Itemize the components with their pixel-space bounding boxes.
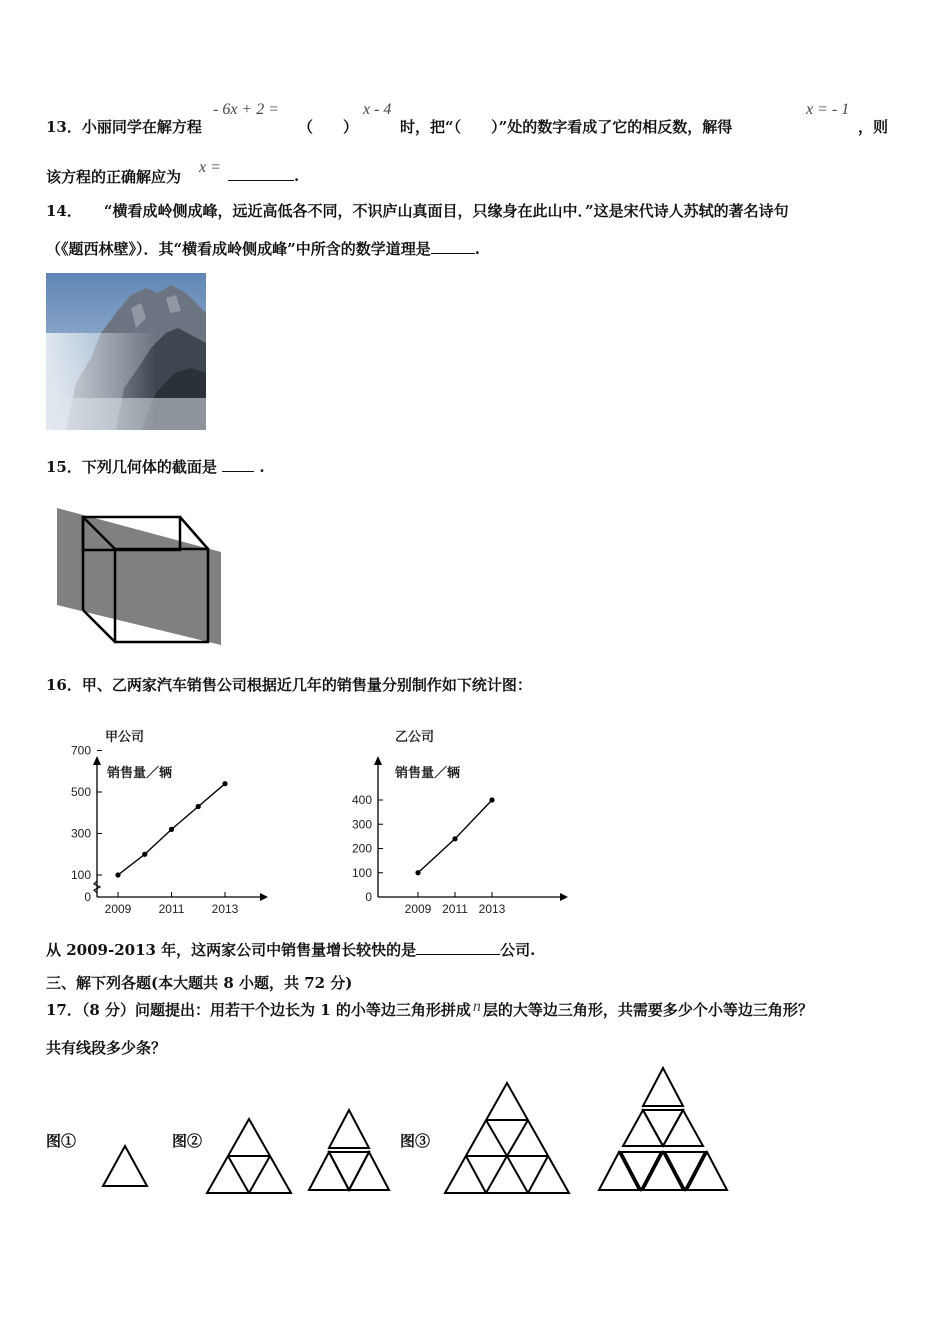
cross-section-plane <box>57 508 221 645</box>
q13-paren: （ ） <box>298 118 359 136</box>
q13-equation-right: x - 4 <box>363 101 392 118</box>
q13-line2-text: 该方程的正确解应为 <box>46 168 182 186</box>
y-tick-label: 400 <box>351 793 372 807</box>
x-tick-label: 2013 <box>478 902 506 916</box>
q15-text: 下列几何体的截面是 <box>81 458 217 476</box>
data-point <box>169 827 174 832</box>
q13-text-c: ，则 <box>858 118 889 136</box>
q17-number: 17． <box>46 1001 82 1019</box>
chart-company-jia <box>55 725 275 925</box>
figure-1-label: 图① <box>46 1132 77 1150</box>
fig2-triangle-grid <box>207 1119 291 1193</box>
q13-number: 13． <box>46 118 82 136</box>
q15-number: 15． <box>46 458 82 476</box>
figure-2-label: 图② <box>172 1132 203 1150</box>
q14-line1 <box>46 200 789 221</box>
q17-variable: n <box>472 998 481 1015</box>
q14-question: （《题西林壁》）．其“横看成岭侧成峰”中所含的数学道理是 <box>46 240 431 258</box>
q13-solved-value: x = - 1 <box>806 101 850 118</box>
y-axis-arrow <box>93 756 101 765</box>
q14-number: 14． <box>46 202 82 220</box>
q13-end: . <box>294 167 300 185</box>
chart-jia-ylabel: 销售量／辆 <box>107 766 173 781</box>
fig3-triangle-separated <box>599 1068 727 1190</box>
q17-line1 <box>46 999 813 1020</box>
y-axis-arrow <box>374 756 382 765</box>
q16-conclusion <box>46 939 535 960</box>
y-tick-label: 300 <box>351 817 372 832</box>
chart-company-yi <box>345 725 575 925</box>
data-point <box>452 836 457 841</box>
data-point <box>489 797 494 802</box>
y-tick-label: 100 <box>351 865 372 880</box>
q13-equation-left: - 6x + 2 = <box>213 101 280 118</box>
data-point <box>196 804 201 809</box>
data-point <box>415 870 420 875</box>
y-tick-label: 500 <box>70 785 91 799</box>
q14-poem: “横看成岭侧成峰，远近高低各不同，不识庐山真面目，只缘身在此山中．”这是宋代诗人苏轼的著名诗句 <box>103 202 789 220</box>
q17-text-b: 层的大等边三角形，共需要多少个小等边三角形？ <box>482 1001 813 1019</box>
q13-text-b: 时，把“（ ）”处的数字看成了它的相反数，解得 <box>400 118 733 136</box>
q15-line <box>46 456 265 477</box>
q16-conclusion-end: 公司. <box>500 941 536 959</box>
x-axis-arrow <box>560 893 568 901</box>
q16-number: 16． <box>46 676 82 694</box>
x-tick-label: 2011 <box>442 902 468 916</box>
chart-yi-title: 乙公司 <box>395 730 435 745</box>
q13-variable: x = <box>199 159 221 176</box>
y-tick-label: 0 <box>365 890 372 904</box>
x-tick-label: 2009 <box>404 902 432 916</box>
q16-conclusion-text: 从 2009-2013 年，这两家公司中销售量增长较快的是 <box>46 941 417 959</box>
q15-end: . <box>259 458 265 476</box>
q17-line2: 共有线段多少条？ <box>46 1039 167 1057</box>
x-axis-arrow <box>260 893 268 901</box>
y-tick-label: 100 <box>70 868 91 882</box>
x-tick-label: 2011 <box>158 902 185 916</box>
section-3-title: 三、解下列各题(本大题共 8 小题，共 72 分) <box>46 974 353 992</box>
fig1-triangle <box>103 1146 147 1186</box>
data-point <box>115 872 120 877</box>
q14-line2 <box>46 238 480 259</box>
data-point <box>222 781 227 786</box>
cube-cross-section-figure <box>55 505 225 650</box>
q13-line1 <box>46 116 202 137</box>
figure-3-label: 图③ <box>400 1132 431 1150</box>
y-tick-label: 0 <box>84 890 91 904</box>
mountain-photo <box>46 273 206 430</box>
chart-yi-ylabel: 销售量／辆 <box>395 766 461 781</box>
q14-end: . <box>474 240 480 258</box>
q16-text: 甲、乙两家汽车销售公司根据近几年的销售量分别制作如下统计图： <box>81 676 532 694</box>
q17-text-a: （8 分）问题提出：用若干个边长为 1 的小等边三角形拼成 <box>81 1001 471 1019</box>
x-tick-label: 2013 <box>211 902 239 916</box>
q13-line2 <box>46 166 181 187</box>
data-point <box>142 852 147 857</box>
x-tick-label: 2009 <box>104 902 132 916</box>
triangle-figures <box>0 1060 950 1210</box>
y-tick-label: 200 <box>351 841 372 856</box>
q16-line <box>46 674 532 695</box>
fig3-triangle-grid <box>445 1083 569 1193</box>
chart-jia-title: 甲公司 <box>105 730 145 745</box>
q13-text-a: 小丽同学在解方程 <box>81 118 202 136</box>
q13-answer-blank <box>228 166 299 185</box>
fig2-triangle-separated <box>309 1110 389 1190</box>
y-tick-label: 700 <box>70 743 91 758</box>
y-tick-label: 300 <box>70 826 91 841</box>
